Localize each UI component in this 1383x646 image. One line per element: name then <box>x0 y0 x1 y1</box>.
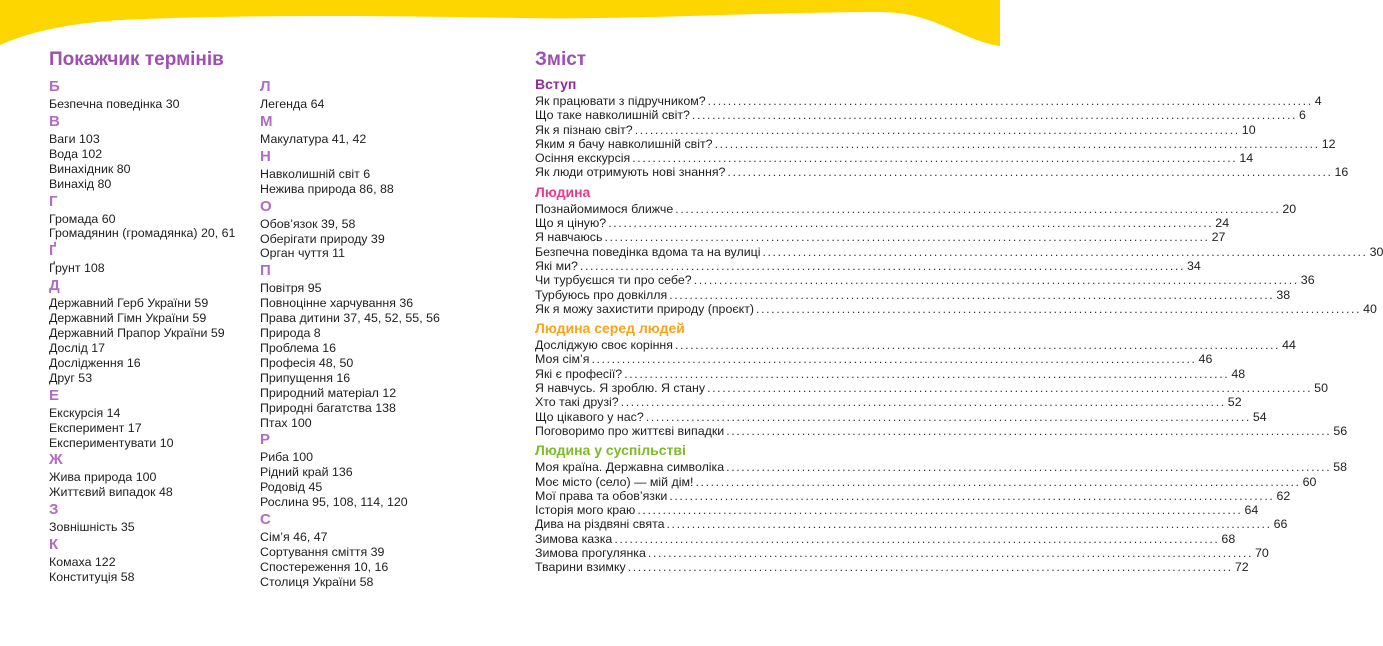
index-term: Природа 8 <box>260 326 321 341</box>
index-term: Дослід 17 <box>49 340 106 355</box>
toc-item-page: 10 <box>1241 122 1256 137</box>
index-term: Права дитини 37, 45, 52, 55, 56 <box>260 311 440 326</box>
toc-item <box>535 488 1291 503</box>
toc-leader-dots: ........................................................................................................................ <box>691 108 1298 123</box>
toc-item-title: Мої права та обов’язки <box>535 488 668 503</box>
index-term: Ґрунт 108 <box>49 261 105 276</box>
index-letter: Р <box>260 431 271 449</box>
index-letter: Д <box>49 277 60 295</box>
toc-item-page: 68 <box>1221 531 1236 546</box>
toc-item <box>535 216 1230 231</box>
index-term: Проблема 16 <box>260 340 336 355</box>
index-letter: Л <box>260 78 271 95</box>
index-term: Ваги 103 <box>49 131 100 146</box>
index-term: Макулатура 41, 42 <box>260 131 367 146</box>
toc-item-page: 62 <box>1276 488 1291 503</box>
toc-item <box>535 409 1267 424</box>
toc-item <box>535 474 1317 489</box>
index-term: Винахід 80 <box>49 176 112 191</box>
toc-item-title: Хто такі друзі? <box>535 395 619 410</box>
toc-item <box>535 301 1377 316</box>
index-column-2 <box>260 77 440 590</box>
toc-leader-dots: ........................................................................................................................ <box>695 474 1301 489</box>
toc-item-page: 30 <box>1369 244 1383 259</box>
toc-leader-dots: ........................................................................................................................ <box>579 258 1186 273</box>
toc-leader-dots: ........................................................................................................................ <box>707 94 1313 108</box>
toc-item-title: Які ми? <box>535 258 578 273</box>
toc-item-page: 4 <box>1314 94 1322 108</box>
index-term: Винахідник 80 <box>49 161 131 176</box>
toc-leader-dots: ........................................................................................................................ <box>627 560 1233 575</box>
toc-item-title: Моя країна. Державна символіка <box>535 460 725 475</box>
toc-item-title: Дива на різдвяні свята <box>535 517 665 532</box>
index-term: Комаха 122 <box>49 555 116 570</box>
toc-item-page: 6 <box>1299 108 1306 123</box>
index-term: Оберігати природу 39 <box>260 231 385 246</box>
index-term: Конституція 58 <box>49 570 135 585</box>
index-term: Жива природа 100 <box>49 470 157 485</box>
index-term: Державний Гімн України 59 <box>49 311 207 326</box>
index-term: Вода 102 <box>49 146 103 161</box>
toc-item-title: Моє місто (село) — мій дім! <box>535 474 694 489</box>
toc-item-page: 38 <box>1276 287 1291 302</box>
toc-item <box>535 381 1328 396</box>
toc-item-page: 60 <box>1302 474 1317 489</box>
index-letter: Ґ <box>49 242 57 260</box>
toc-item-page: 56 <box>1333 423 1348 438</box>
toc-item <box>535 230 1226 245</box>
index-term: Легенда 64 <box>260 97 325 111</box>
index-term: Орган чуття 11 <box>260 246 345 261</box>
toc-leader-dots: ........................................................................................................................ <box>693 273 1299 288</box>
toc-item-page: 24 <box>1215 216 1230 231</box>
toc-leader-dots: ........................................................................................................................ <box>647 546 1254 561</box>
toc-section-heading: Людина <box>535 183 591 200</box>
toc-item-title: Що я ціную? <box>535 216 607 231</box>
toc-item-title: Що цікавого у нас? <box>535 409 644 424</box>
index-term: Громада 60 <box>49 211 116 226</box>
index-term: Обов’язок 39, 58 <box>260 216 356 231</box>
index-term: Навколишній світ 6 <box>260 166 371 181</box>
index-term: Риба 100 <box>260 450 314 465</box>
toc-leader-dots: ........................................................................................................................ <box>726 460 1332 475</box>
toc-item-page: 20 <box>1282 201 1297 216</box>
toc-section-heading: Людина серед людей <box>535 320 685 337</box>
toc-item-title: Я навчусь. Я зроблю. Я стану <box>535 381 706 396</box>
index-term: Безпечна поведінка 30 <box>49 97 180 111</box>
toc-leader-dots: ........................................................................................................................ <box>608 216 1214 231</box>
index-letter: М <box>260 112 273 130</box>
index-term: Природні багатства 138 <box>260 400 396 415</box>
index-term: Екскурсія 14 <box>49 405 121 420</box>
toc-leader-dots: ........................................................................................................................ <box>669 287 1275 302</box>
toc-item-title: Досліджую своє коріння <box>535 338 673 353</box>
toc-item <box>535 517 1288 532</box>
index-term: Спостереження 10, 16 <box>260 559 389 574</box>
toc-leader-dots: ........................................................................................................................ <box>714 136 1320 151</box>
toc-item-page: 46 <box>1198 352 1213 367</box>
toc-leader-dots: ........................................................................................................................ <box>620 395 1226 410</box>
toc-item <box>535 201 1297 216</box>
toc-item-title: Моя сім’я <box>535 352 590 367</box>
index-term: Експеримент 17 <box>49 420 142 435</box>
index-letter: О <box>260 197 272 215</box>
index-letter: Б <box>49 78 60 95</box>
toc-item-page: 36 <box>1300 273 1315 288</box>
index-term: Державний Прапор України 59 <box>49 326 225 341</box>
toc-leader-dots: ........................................................................................................................ <box>674 338 1281 353</box>
toc-item-page: 27 <box>1211 230 1226 245</box>
index-letter: К <box>49 536 59 554</box>
toc-item-page: 48 <box>1231 366 1246 381</box>
toc-leader-dots: ........................................................................................................................ <box>637 503 1243 518</box>
toc-item-title: Як люди отримують нові знання? <box>535 165 726 180</box>
toc-item <box>535 366 1246 381</box>
index-term: Припущення 16 <box>260 370 351 385</box>
toc-item <box>535 136 1336 151</box>
toc-item <box>535 503 1259 518</box>
index-term: Друг 53 <box>49 370 93 385</box>
toc-leader-dots: ........................................................................................................................ <box>707 381 1313 396</box>
toc-item <box>535 151 1254 166</box>
index-term: Професія 48, 50 <box>260 355 354 370</box>
index-term: Рідний край 136 <box>260 465 353 480</box>
toc-item-title: Які є професії? <box>535 366 623 381</box>
index-letter: Н <box>260 147 271 165</box>
toc-leader-dots: ........................................................................................................................ <box>756 301 1362 316</box>
toc-item <box>535 244 1383 259</box>
toc-item-title: Зимова казка <box>535 531 613 546</box>
index-term: Повноцінне харчування 36 <box>260 296 414 311</box>
toc-leader-dots: ........................................................................................................................ <box>632 151 1238 166</box>
index-term: Нежива природа 86, 88 <box>260 181 394 196</box>
index-term: Державний Герб України 59 <box>49 296 209 311</box>
index-term: Експериментувати 10 <box>49 435 174 450</box>
toc-item-page: 12 <box>1321 136 1336 151</box>
toc-item-page: 16 <box>1334 165 1349 180</box>
toc-item-page: 58 <box>1333 460 1348 475</box>
toc-leader-dots: ........................................................................................................................ <box>727 165 1333 180</box>
toc-item-title: Як працювати з підручником? <box>535 94 706 108</box>
toc-item-title: Зимова прогулянка <box>535 546 646 561</box>
toc-item-page: 70 <box>1255 546 1269 561</box>
index-term: Громадянин (громадянка) 20, 61 <box>49 226 236 241</box>
table-of-contents <box>535 75 1383 575</box>
index-letter: В <box>49 112 60 130</box>
toc-item-page: 40 <box>1363 301 1377 316</box>
index-letter: Ж <box>49 451 63 469</box>
index-column-1 <box>49 77 235 585</box>
toc-item-title: Як я пізнаю світ? <box>535 122 633 137</box>
toc-item <box>535 273 1315 288</box>
index-letter: З <box>49 501 59 519</box>
toc-item-title: Я навчаюсь <box>535 230 603 245</box>
index-term: Птах 100 <box>260 415 312 430</box>
index-term: Рослина 95, 108, 114, 120 <box>260 495 408 510</box>
toc-item <box>535 460 1348 475</box>
toc-leader-dots: ........................................................................................................................ <box>604 230 1210 245</box>
toc-item <box>535 122 1256 137</box>
toc-leader-dots: ........................................................................................................................ <box>624 366 1230 381</box>
toc-item <box>535 108 1306 123</box>
toc-section-heading: Вступ <box>535 76 577 92</box>
toc-item-page: 72 <box>1234 560 1249 575</box>
toc-item <box>535 560 1249 575</box>
toc-item <box>535 352 1213 367</box>
toc-item-title: Яким я бачу навколишній світ? <box>535 136 713 151</box>
toc-leader-dots: ........................................................................................................................ <box>762 244 1368 259</box>
toc-item-title: Історія мого краю <box>535 503 636 518</box>
toc-item-title: Познайомимося ближче <box>535 201 674 216</box>
toc-leader-dots: ........................................................................................................................ <box>726 423 1332 438</box>
toc-item <box>535 94 1322 108</box>
toc-item <box>535 165 1349 180</box>
toc-item <box>535 531 1236 546</box>
toc-leader-dots: ........................................................................................................................ <box>591 352 1197 367</box>
toc-section-heading: Людина у суспільстві <box>535 442 686 459</box>
index-term: Природний матеріал 12 <box>260 385 397 400</box>
toc-item <box>535 423 1348 438</box>
toc-item-title: Турбуюсь про довкілля <box>535 287 668 302</box>
toc-item-page: 52 <box>1227 395 1242 410</box>
index-term: Життєвий випадок 48 <box>49 485 173 500</box>
toc-item-page: 66 <box>1273 517 1288 532</box>
toc-item <box>535 258 1201 273</box>
index-letter: Е <box>49 386 60 404</box>
toc-title: Зміст <box>535 49 587 70</box>
toc-item <box>535 338 1296 353</box>
toc-item-title: Чи турбуєшся ти про себе? <box>535 273 692 288</box>
toc-item-page: 34 <box>1187 258 1201 273</box>
toc-leader-dots: ........................................................................................................................ <box>614 531 1220 546</box>
toc-leader-dots: ........................................................................................................................ <box>634 122 1240 137</box>
index-term: Зовнішність 35 <box>49 520 135 535</box>
toc-item <box>535 287 1291 302</box>
toc-item-title: Тварини взимку <box>535 560 626 575</box>
toc-item-title: Як я можу захистити природу (проєкт) <box>535 301 755 316</box>
toc-leader-dots: ........................................................................................................................ <box>666 517 1272 532</box>
index-title: Покажчик термінів <box>49 49 224 70</box>
index-term: Повітря 95 <box>260 281 322 296</box>
toc-leader-dots: ........................................................................................................................ <box>675 201 1281 216</box>
index-term: Сім’я 46, 47 <box>260 530 328 545</box>
toc-item-page: 64 <box>1244 503 1259 518</box>
index-letter: П <box>260 262 271 280</box>
toc-leader-dots: ........................................................................................................................ <box>645 409 1251 424</box>
toc-item-page: 14 <box>1239 151 1254 166</box>
index-letter: С <box>260 511 271 529</box>
index-term: Дослідження 16 <box>49 355 141 370</box>
toc-item-page: 44 <box>1282 338 1296 353</box>
toc-item-page: 50 <box>1314 381 1328 396</box>
index-term: Сортування сміття 39 <box>260 544 385 559</box>
toc-item-page: 54 <box>1252 409 1267 424</box>
toc-item-title: Безпечна поведінка вдома та на вулиці <box>535 244 761 259</box>
toc-item-title: Що таке навколишній світ? <box>535 108 690 123</box>
index-letter: Г <box>49 192 58 210</box>
toc-item <box>535 546 1269 561</box>
toc-leader-dots: ........................................................................................................................ <box>669 488 1275 503</box>
toc-item <box>535 395 1242 410</box>
toc-item-title: Осіння екскурсія <box>535 151 631 166</box>
index-term: Столиця України 58 <box>260 574 374 589</box>
toc-item-title: Поговоримо про життєві випадки <box>535 423 725 438</box>
index-term: Родовід 45 <box>260 480 323 495</box>
